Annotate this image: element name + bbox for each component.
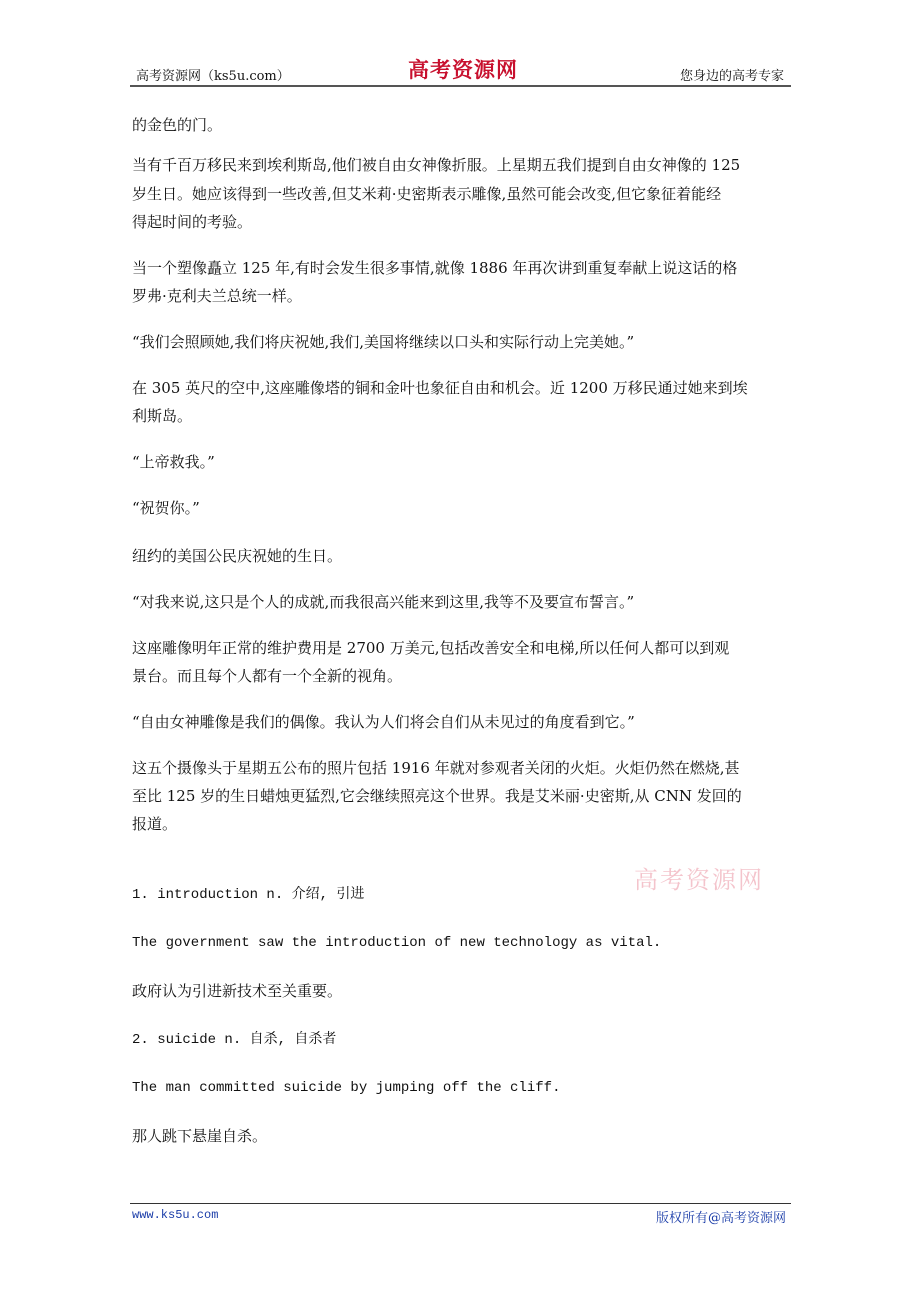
paragraph-line: 纽约的美国公民庆祝她的生日。 [132, 547, 343, 565]
paragraph-line: 景台。而且每个人都有一个全新的视角。 [132, 667, 403, 685]
header-site-name: 高考资源网（ks5u.com） [136, 69, 290, 84]
header-rule [130, 85, 791, 87]
vocab-example: The man committed suicide by jumping off the cliff. [132, 1080, 561, 1096]
paragraph-line: 得起时间的考验。 [132, 213, 253, 231]
watermark-logo: 高考资源网 [634, 866, 764, 894]
paragraph-line: “我们会照顾她,我们将庆祝她,我们,美国将继续以口头和实际行动上完美她。” [132, 333, 635, 351]
vocab-example: The government saw the introduction of new technology as vital. [132, 935, 662, 951]
paragraph-line: 当有千百万移民来到埃利斯岛,他们被自由女神像折服。上星期五我们提到自由女神像的 125 [132, 156, 741, 174]
footer-copyright: 版权所有@高考资源网 [655, 1211, 786, 1226]
paragraph-line: 在 305 英尺的空中,这座雕像塔的铜和金叶也象征自由和机会。近 1200 万移民通过她来到埃 [132, 379, 748, 397]
vocab-translation: 政府认为引进新技术至关重要。 [132, 982, 343, 1000]
paragraph-line: 岁生日。她应该得到一些改善,但艾米莉·史密斯表示雕像,虽然可能会改变,但它象征着能经 [132, 185, 722, 203]
header-slogan: 您身边的高考专家 [679, 69, 784, 84]
vocab-term: 2. suicide n. 自杀, 自杀者 [132, 1032, 337, 1048]
header-logo: 高考资源网 [408, 57, 518, 82]
paragraph-line: 罗弗·克利夫兰总统一样。 [132, 287, 302, 305]
paragraph-line: 这五个摄像头于星期五公布的照片包括 1916 年就对参观者关闭的火炬。火炬仍然在燃烧,甚 [132, 759, 740, 777]
paragraph-line: “自由女神雕像是我们的偶像。我认为人们将会自们从未见过的角度看到它。” [132, 713, 635, 731]
paragraph-line: “祝贺你。” [132, 499, 200, 517]
paragraph-line: “对我来说,这只是个人的成就,而我很高兴能来到这里,我等不及要宣布誓言。” [132, 593, 635, 611]
paragraph-line: 的金色的门。 [132, 116, 223, 134]
paragraph-line: 至比 125 岁的生日蜡烛更猛烈,它会继续照亮这个世界。我是艾米丽·史密斯,从 CNN 发回的 [132, 787, 742, 805]
paragraph-line: 这座雕像明年正常的维护费用是 2700 万美元,包括改善安全和电梯,所以任何人都可以到观 [132, 639, 730, 657]
footer-link[interactable]: www.ks5u.com [132, 1208, 219, 1222]
paragraph-line: “上帝救我。” [132, 453, 215, 471]
vocab-term: 1. introduction n. 介绍, 引进 [132, 887, 365, 903]
vocab-translation: 那人跳下悬崖自杀。 [132, 1127, 268, 1145]
footer-rule [130, 1203, 791, 1204]
paragraph-line: 利斯岛。 [132, 407, 193, 425]
paragraph-line: 报道。 [132, 815, 178, 833]
paragraph-line: 当一个塑像矗立 125 年,有时会发生很多事情,就像 1886 年再次讲到重复奉献上说这话的格 [132, 259, 738, 277]
